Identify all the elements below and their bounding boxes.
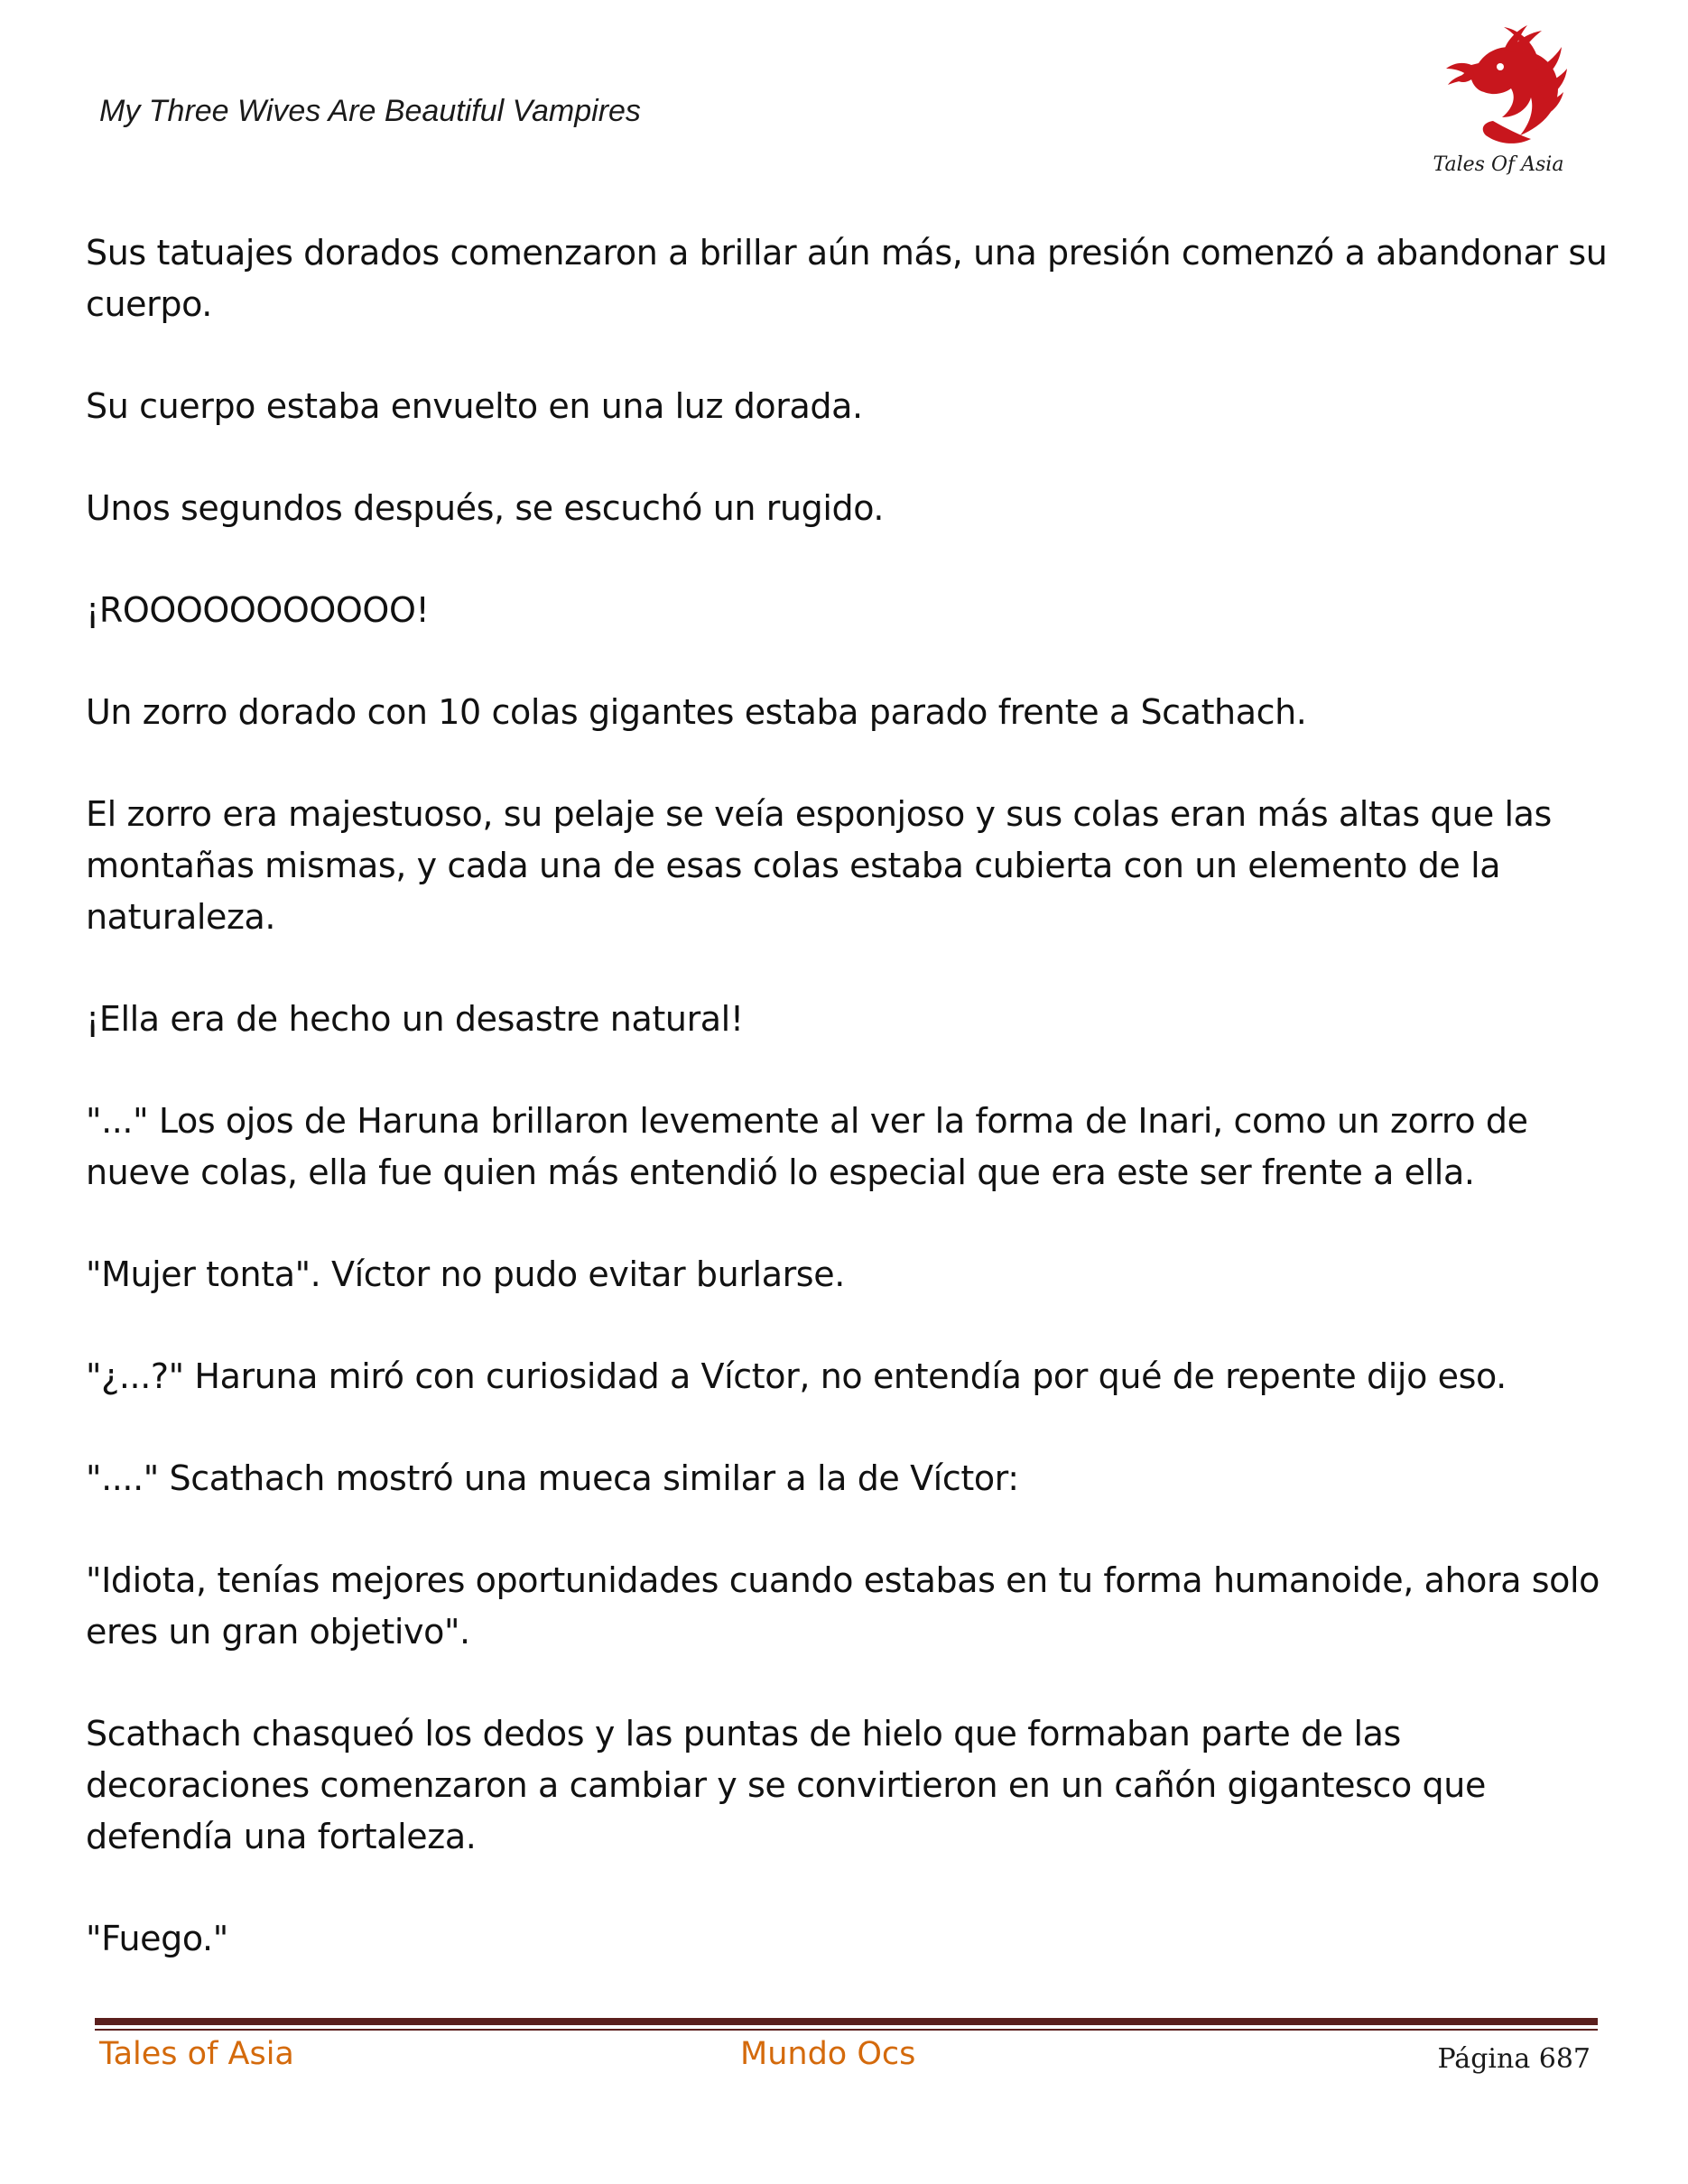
page-number: Página 687 bbox=[1437, 2043, 1591, 2075]
paragraph: Unos segundos después, se escuchó un rugido. bbox=[86, 488, 885, 528]
paragraph: ¡Ella era de hecho un desastre natural! bbox=[86, 999, 744, 1039]
paragraph: "Mujer tonta". Víctor no pudo evitar burlarse. bbox=[86, 1254, 845, 1294]
red-dragon-logo-icon bbox=[1426, 20, 1571, 155]
logo-text: Tales Of Asia bbox=[1433, 153, 1564, 176]
footer-site-name: Tales of Asia bbox=[99, 2036, 294, 2072]
footer-divider bbox=[95, 2018, 1598, 2025]
book-title: My Three Wives Are Beautiful Vampires bbox=[99, 94, 641, 128]
paragraph: "Idiota, tenías mejores oportunidades cuando estabas en tu forma humanoide, ahora solo eres un gran objetivo". bbox=[86, 1560, 1600, 1652]
paragraph: "¿...?" Haruna miró con curiosidad a Víctor, no entendía por qué de repente dijo eso. bbox=[86, 1356, 1507, 1396]
paragraph: Un zorro dorado con 10 colas gigantes estaba parado frente a Scathach. bbox=[86, 692, 1307, 732]
paragraph: ¡ROOOOOOOOOOO! bbox=[86, 590, 430, 630]
tales-of-asia-logo bbox=[1426, 20, 1571, 182]
paragraph: Scathach chasqueó los dedos y las puntas de hielo que formaban parte de las decoraciones comenzaron a cambiar y se convirtieron en un cañón gigantesco que defendía una fortaleza. bbox=[86, 1714, 1486, 1856]
paragraph: "...." Scathach mostró una mueca similar a la de Víctor: bbox=[86, 1458, 1019, 1498]
chapter-body bbox=[86, 227, 1620, 2015]
paragraph: Su cuerpo estaba envuelto en una luz dorada. bbox=[86, 386, 863, 426]
paragraph: Sus tatuajes dorados comenzaron a brillar aún más, una presión comenzó a abandonar su cuerpo. bbox=[86, 233, 1608, 324]
footer-group-name: Mundo Ocs bbox=[740, 2036, 916, 2072]
footer-divider-thin bbox=[95, 2029, 1598, 2031]
paragraph: El zorro era majestuoso, su pelaje se veía esponjoso y sus colas eran más altas que las montañas mismas, y cada una de esas colas estaba cubierta con un elemento de la naturaleza. bbox=[86, 794, 1552, 937]
paragraph: "Fuego." bbox=[86, 1919, 228, 1958]
paragraph: "..." Los ojos de Haruna brillaron levemente al ver la forma de Inari, como un zorro de nueve colas, ella fue quien más entendió lo especial que era este ser frente a ella. bbox=[86, 1101, 1528, 1192]
